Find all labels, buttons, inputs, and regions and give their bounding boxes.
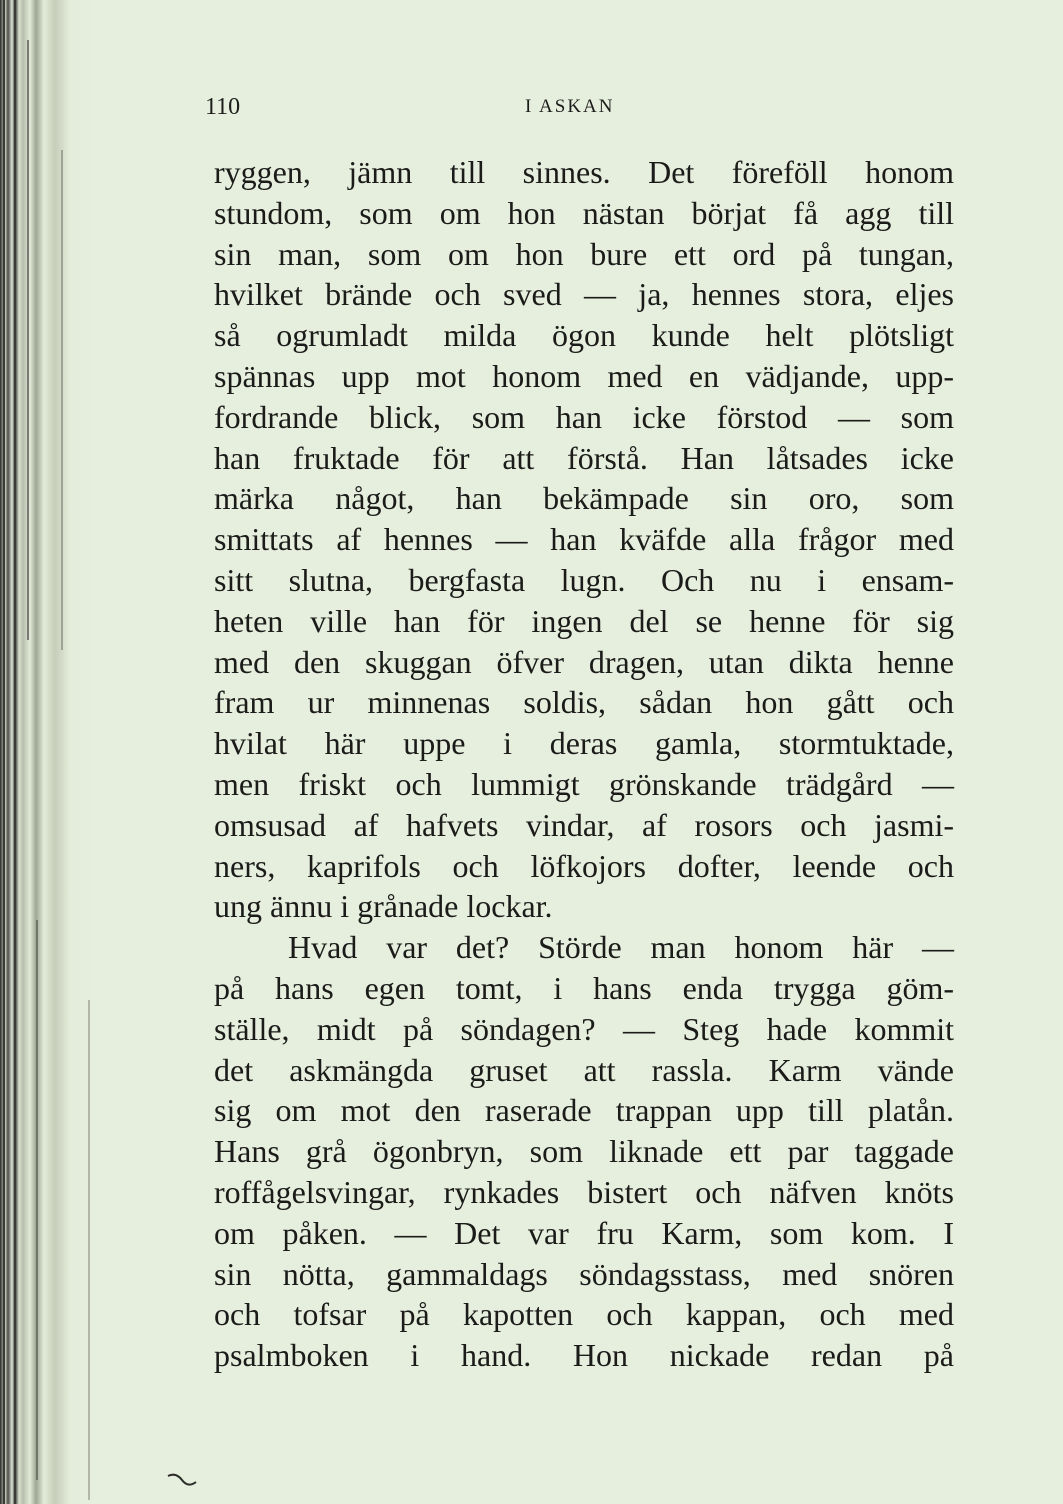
text-line: ners, kaprifols och löfkojors dofter, leende och [214, 847, 954, 884]
text-line: fordrande blick, som han icke förstod — som [214, 398, 954, 435]
spine-line [14, 0, 16, 1504]
text-line: psalmboken i hand. Hon nickade redan på [214, 1337, 954, 1374]
thumb-smudge [166, 1470, 206, 1490]
text-line: på hans egen tomt, i hans enda trygga göm- [214, 969, 954, 1006]
text-line: Hans grå ögonbryn, som liknade ett par taggade [214, 1133, 954, 1170]
text-line: hvilket brände och sved — ja, hennes stora, eljes [214, 276, 954, 313]
text-line: så ogrumladt milda ögon kunde helt plötsligt [214, 317, 954, 354]
spine-line [3, 0, 5, 1504]
text-line: men friskt och lummigt grönskande trädgård — [214, 765, 954, 802]
text-line: sin nötta, gammaldags söndagsstass, med snören [214, 1255, 954, 1292]
text-line: spännas upp mot honom med en vädjande, upp- [214, 357, 954, 394]
text-line: sitt slutna, bergfasta lugn. Och nu i ensam- [214, 561, 954, 598]
text-line: hvilat här uppe i deras gamla, stormtuktade, [214, 725, 954, 762]
text-line: smittats af hennes — han kväfde alla frågor med [214, 521, 954, 558]
text-line: det askmängda gruset att rassla. Karm vände [214, 1051, 954, 1088]
paragraph-start-line: Hvad var det? Störde man honom här — [288, 929, 954, 966]
page-number: 110 [205, 94, 241, 120]
text-line: sig om mot den raserade trappan upp till platån. [214, 1092, 954, 1129]
book-spine-edge [0, 0, 100, 1504]
text-line: stundom, som om hon nästan börjat få agg till [214, 194, 954, 231]
body-text [214, 152, 954, 1376]
text-line: och tofsar på kapotten och kappan, och med [214, 1296, 954, 1333]
text-line: heten ville han för ingen del se henne för sig [214, 602, 954, 639]
text-line: han fruktade för att förstå. Han låtsades icke [214, 439, 954, 476]
spine-line [36, 920, 38, 1480]
text-line: med den skuggan öfver dragen, utan dikta henne [214, 643, 954, 680]
paragraph-end-line: ung ännu i grånade lockar. [214, 888, 553, 925]
running-head [205, 94, 635, 134]
text-line: om påken. — Det var fru Karm, som kom. I [214, 1214, 954, 1251]
spine-line [61, 150, 63, 650]
text-line: omsusad af hafvets vindar, af rosors och jasmi- [214, 806, 954, 843]
text-line: ställe, midt på söndagen? — Steg hade kommit [214, 1010, 954, 1047]
spine-line [27, 40, 29, 640]
text-line: märka något, han bekämpade sin oro, som [214, 480, 954, 517]
text-line: fram ur minnenas soldis, sådan hon gått och [214, 684, 954, 721]
text-line: roffågelsvingar, rynkades bistert och näfven knöts [214, 1173, 954, 1210]
spine-line [88, 1000, 90, 1500]
chapter-title: I ASKAN [525, 96, 615, 117]
text-line: ryggen, jämn till sinnes. Det föreföll honom [214, 154, 954, 190]
text-line: sin man, som om hon bure ett ord på tungan, [214, 235, 954, 272]
